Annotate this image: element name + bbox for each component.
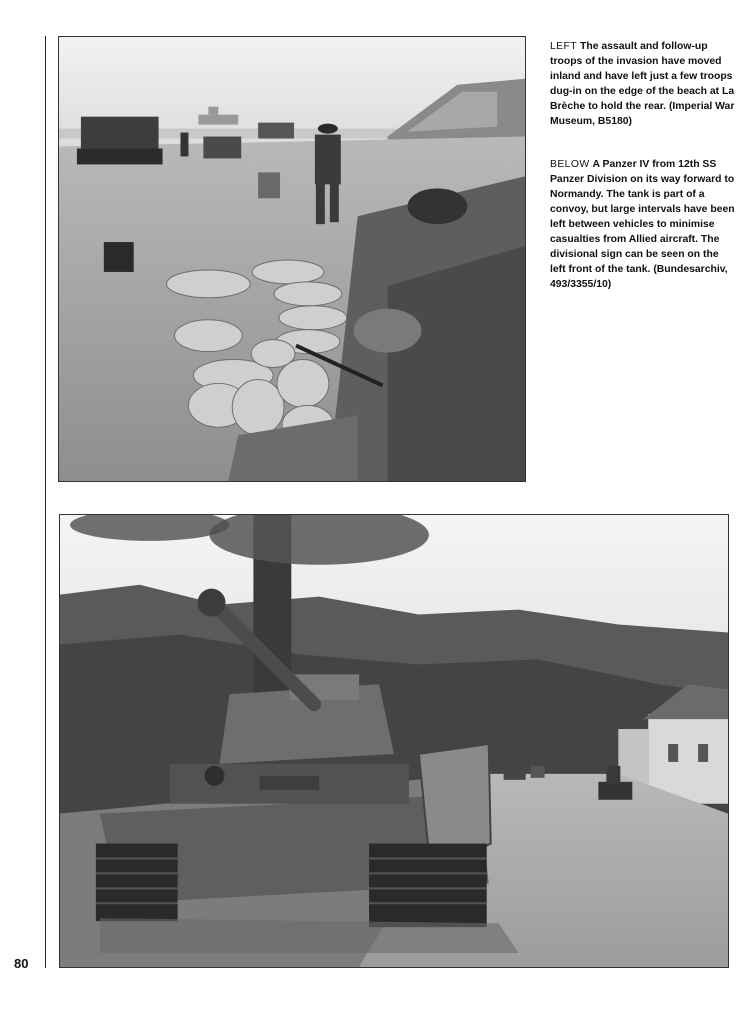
margin-rule (45, 36, 46, 968)
caption-below-lead: BELOW (550, 159, 590, 170)
caption-left (550, 39, 736, 129)
caption-below-text: A Panzer IV from 12th SS Panzer Division on its way forward to Normandy. The tank is part of a convoy, but large intervals have been left between vehicles to minimise casualties from Allied aircraft. The divisional sign can be seen on the left front of the tank. (Bundesarchiv, 493/3355/10) (550, 159, 735, 290)
panzer-iv-photo (59, 514, 729, 968)
caption-left-text: The assault and follow-up troops of the invasion have moved inland and have left just a few troops dug-in on the edge of the beach at La Brèche to hold the rear. (Imperial War Museum, B5180) (550, 41, 735, 127)
caption-below (550, 157, 736, 292)
caption-left-lead: LEFT (550, 41, 578, 52)
beach-trench-photo (58, 36, 526, 482)
page-number: 80 (14, 956, 29, 971)
